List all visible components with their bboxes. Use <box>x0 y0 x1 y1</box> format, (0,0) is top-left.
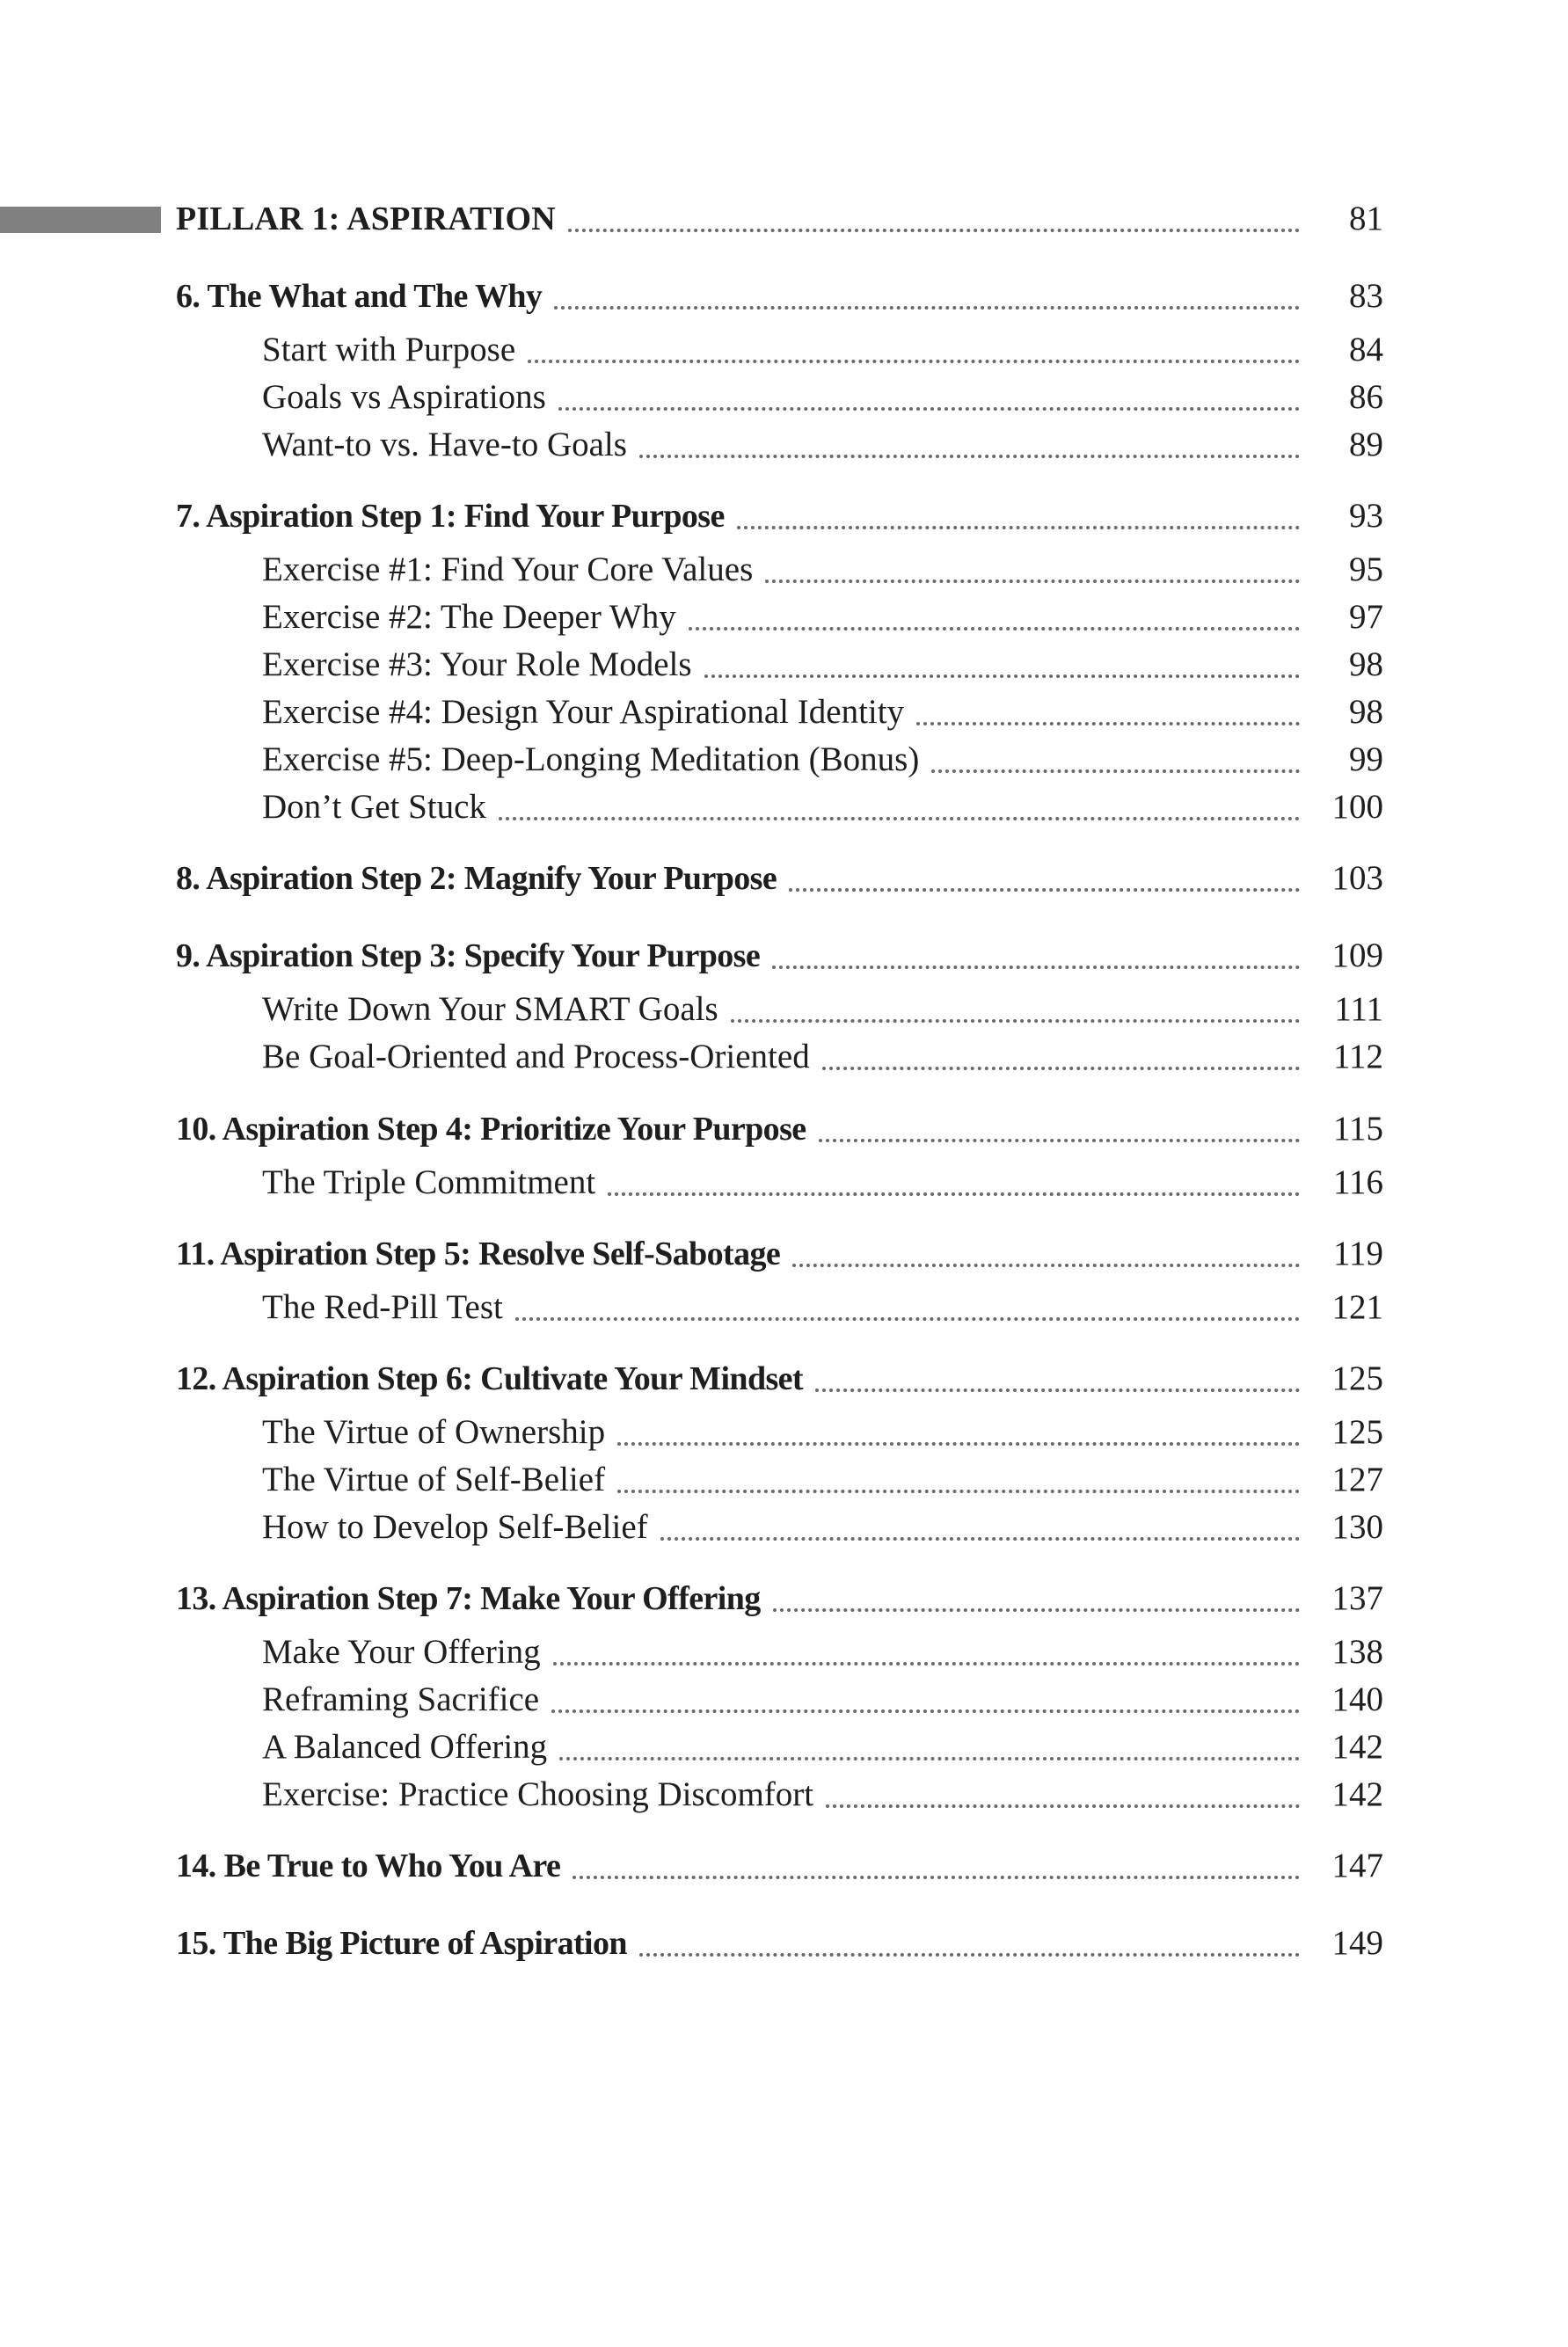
toc-entry-page: 97 <box>1349 598 1383 636</box>
toc-entry-page: 127 <box>1331 1461 1383 1498</box>
toc-entry-title: PILLAR 1: ASPIRATION <box>176 200 556 237</box>
toc-entry-title: Exercise #2: The Deeper Why <box>262 598 676 636</box>
toc-entry-section[interactable] <box>262 1284 1568 1331</box>
toc-entry-page: 86 <box>1349 378 1383 416</box>
toc-entry-title: Want-to vs. Have-to Goals <box>262 426 627 463</box>
toc-entry-page: 111 <box>1334 990 1383 1028</box>
toc-entry-title: The Virtue of Self-Belief <box>262 1461 606 1498</box>
dot-leader <box>568 195 1300 243</box>
dot-leader <box>617 1409 1300 1456</box>
toc-entry-title: Exercise #1: Find Your Core Values <box>262 550 754 588</box>
toc-entry-section[interactable] <box>262 374 1568 421</box>
toc-entry-page: 130 <box>1331 1508 1383 1546</box>
toc-entry-page: 93 <box>1349 497 1383 535</box>
dot-leader <box>815 1355 1300 1403</box>
dot-leader <box>916 689 1300 736</box>
dot-leader <box>639 421 1300 469</box>
dot-leader <box>608 1159 1300 1206</box>
toc-entry-chapter[interactable] <box>176 1575 1568 1622</box>
dot-leader <box>731 986 1300 1033</box>
toc-entry-page: 140 <box>1331 1680 1383 1718</box>
toc-entry-title: 11. Aspiration Step 5: Resolve Self-Sabotage <box>176 1235 781 1272</box>
toc-entry-title: 14. Be True to Who You Are <box>176 1848 561 1884</box>
toc-entry-section[interactable] <box>262 784 1568 831</box>
toc-entry-title: Don’t Get Stuck <box>262 788 486 826</box>
toc-entry-chapter[interactable] <box>176 932 1568 980</box>
toc-entry-title: 10. Aspiration Step 4: Prioritize Your Purpose <box>176 1111 806 1148</box>
toc-entry-title: Exercise #5: Deep-Longing Meditation (Bonus) <box>262 740 920 778</box>
toc-entry-title: 7. Aspiration Step 1: Find Your Purpose <box>176 498 725 535</box>
toc-entry-page: 142 <box>1331 1728 1383 1766</box>
toc-entry-section[interactable] <box>262 1504 1568 1551</box>
toc-entry-title: Goals vs Aspirations <box>262 378 546 416</box>
dot-leader <box>772 932 1300 980</box>
toc-entry-page: 138 <box>1331 1633 1383 1671</box>
dot-leader <box>931 736 1300 784</box>
toc-entry-section[interactable] <box>262 986 1568 1033</box>
toc-entry-title: 8. Aspiration Step 2: Magnify Your Purpose <box>176 860 777 897</box>
toc-entry-title: Exercise #4: Design Your Aspirational Identity <box>262 693 905 731</box>
toc-entry-title: 13. Aspiration Step 7: Make Your Offering <box>176 1580 761 1617</box>
toc-entry-section[interactable] <box>262 1456 1568 1504</box>
toc-entry-section[interactable] <box>262 736 1568 784</box>
toc-entry-title: How to Develop Self-Belief <box>262 1508 648 1546</box>
dot-leader <box>558 374 1300 421</box>
toc-entry-title: Reframing Sacrifice <box>262 1680 540 1718</box>
toc-entry-page: 115 <box>1332 1110 1383 1148</box>
dot-leader <box>822 1033 1300 1081</box>
toc-entry-title: Start with Purpose <box>262 331 516 368</box>
dot-leader <box>554 273 1300 320</box>
toc-entry-section[interactable] <box>262 1629 1568 1676</box>
toc-entry-pillar[interactable] <box>176 195 1568 243</box>
toc-entry-title: 9. Aspiration Step 3: Specify Your Purpose <box>176 937 761 974</box>
toc-entry-title: The Triple Commitment <box>262 1163 596 1201</box>
toc-entry-page: 147 <box>1331 1847 1383 1884</box>
toc-entry-section[interactable] <box>262 689 1568 736</box>
toc-entry-page: 149 <box>1331 1924 1383 1962</box>
toc-entry-page: 142 <box>1331 1775 1383 1813</box>
toc-entry-title: A Balanced Offering <box>262 1728 548 1766</box>
dot-leader <box>737 492 1300 540</box>
toc-entry-page: 100 <box>1331 788 1383 826</box>
dot-leader <box>515 1284 1300 1331</box>
dot-leader <box>499 784 1300 831</box>
toc-entry-page: 119 <box>1332 1235 1383 1272</box>
toc-entry-title: Exercise: Practice Choosing Discomfort <box>262 1775 814 1813</box>
toc-entry-page: 89 <box>1349 426 1383 463</box>
dot-leader <box>826 1771 1300 1819</box>
toc-entry-chapter[interactable] <box>176 1230 1568 1278</box>
toc-entry-page: 112 <box>1332 1038 1383 1075</box>
toc-entry-section[interactable] <box>262 421 1568 469</box>
toc-entry-section[interactable] <box>262 1159 1568 1206</box>
dot-leader <box>819 1105 1300 1153</box>
dot-leader <box>528 326 1300 374</box>
toc-entry-page: 83 <box>1349 277 1383 315</box>
toc-entry-chapter[interactable] <box>176 1105 1568 1153</box>
dot-leader <box>689 594 1300 641</box>
toc-entry-page: 84 <box>1349 331 1383 368</box>
toc-entry-page: 137 <box>1331 1579 1383 1617</box>
dot-leader <box>792 1230 1300 1278</box>
toc-entry-title: The Red-Pill Test <box>262 1288 503 1326</box>
toc-entry-page: 116 <box>1332 1163 1383 1201</box>
dot-leader <box>551 1676 1300 1724</box>
toc-entry-title: The Virtue of Ownership <box>262 1413 606 1451</box>
toc-entry-title: Write Down Your SMART Goals <box>262 990 718 1028</box>
toc-entry-title: Make Your Offering <box>262 1633 541 1671</box>
toc-entry-section[interactable] <box>262 1771 1568 1819</box>
dot-leader <box>639 1920 1300 1967</box>
toc-entry-section[interactable] <box>262 1724 1568 1771</box>
toc-entry-chapter[interactable] <box>176 492 1568 540</box>
dot-leader <box>765 546 1300 594</box>
toc-entry-page: 95 <box>1349 550 1383 588</box>
toc-entry-chapter[interactable] <box>176 273 1568 320</box>
toc-entry-page: 98 <box>1349 693 1383 731</box>
toc-entry-section[interactable] <box>262 594 1568 641</box>
dot-leader <box>573 1842 1300 1890</box>
toc-entry-chapter[interactable] <box>176 1842 1568 1890</box>
toc-entry-title: 6. The What and The Why <box>176 278 543 315</box>
toc-entry-page: 121 <box>1331 1288 1383 1326</box>
dot-leader <box>789 855 1300 902</box>
dot-leader <box>559 1724 1300 1771</box>
toc-entry-title: 15. The Big Picture of Aspiration <box>176 1925 627 1962</box>
dot-leader <box>660 1504 1300 1551</box>
toc-entry-section[interactable] <box>262 1409 1568 1456</box>
toc-entry-page: 99 <box>1349 740 1383 778</box>
dot-leader <box>617 1456 1300 1504</box>
toc-entry-title: 12. Aspiration Step 6: Cultivate Your Mindset <box>176 1360 803 1397</box>
toc-entry-section[interactable] <box>262 326 1568 374</box>
toc-entry-chapter[interactable] <box>176 1355 1568 1403</box>
toc-entry-page: 125 <box>1331 1413 1383 1451</box>
toc-entry-page: 125 <box>1331 1359 1383 1397</box>
dot-leader <box>773 1575 1300 1622</box>
toc-entry-chapter[interactable] <box>176 1920 1568 1967</box>
toc-entry-title: Be Goal-Oriented and Process-Oriented <box>262 1038 810 1075</box>
toc-entry-section[interactable] <box>262 1676 1568 1724</box>
toc-entry-page: 103 <box>1331 859 1383 897</box>
toc-entry-section[interactable] <box>262 641 1568 689</box>
toc-entry-title: Exercise #3: Your Role Models <box>262 645 692 683</box>
toc-entry-section[interactable] <box>262 546 1568 594</box>
toc-entry-page: 109 <box>1331 937 1383 974</box>
toc-entry-chapter[interactable] <box>176 855 1568 902</box>
toc-entry-section[interactable] <box>262 1033 1568 1081</box>
dot-leader <box>553 1629 1300 1676</box>
toc-entry-page: 81 <box>1349 200 1383 237</box>
toc-entry-page: 98 <box>1349 645 1383 683</box>
dot-leader <box>704 641 1300 689</box>
